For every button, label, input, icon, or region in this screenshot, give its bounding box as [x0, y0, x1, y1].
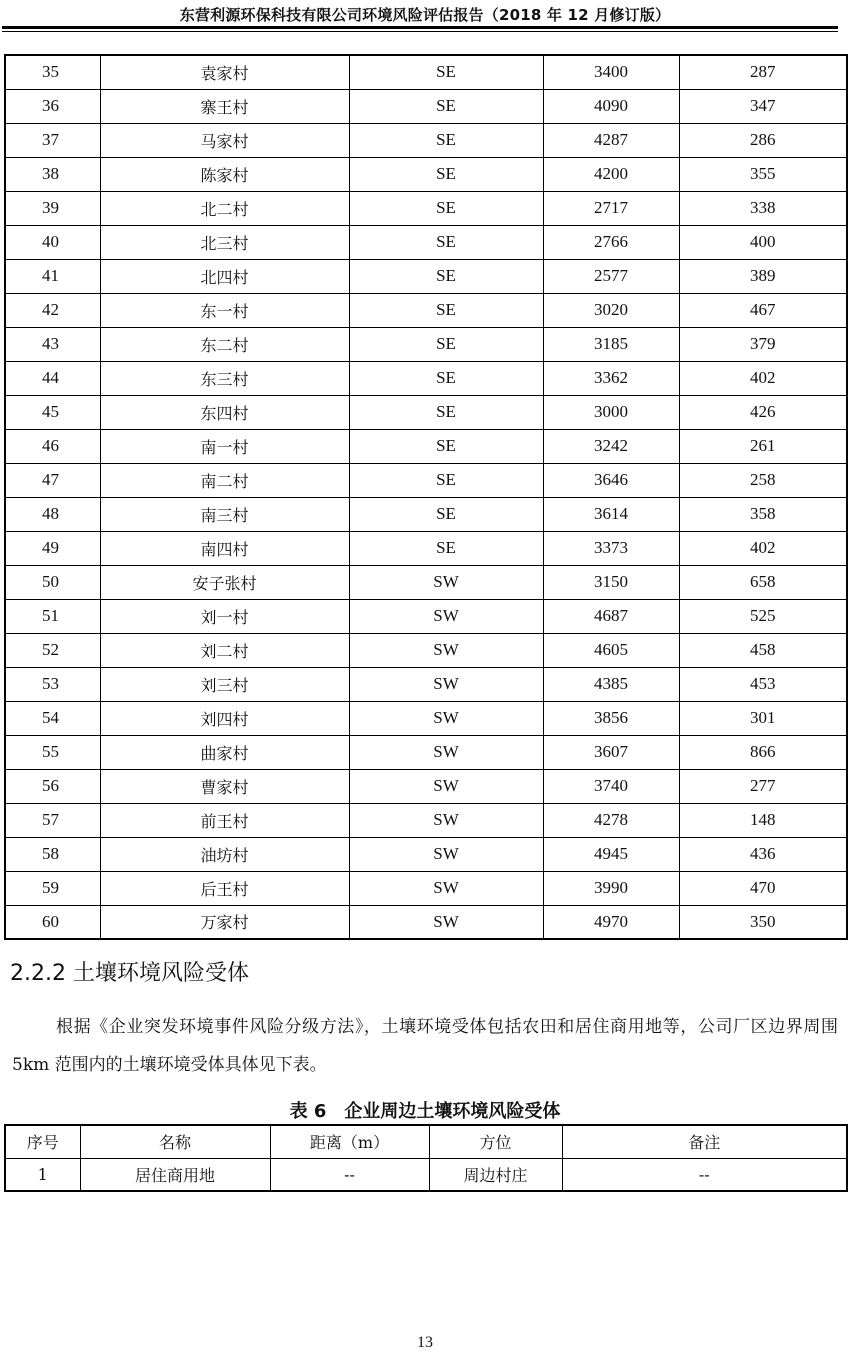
cell-direction: SW [349, 905, 543, 939]
cell-population: 355 [679, 157, 847, 191]
cell-distance: 2766 [543, 225, 679, 259]
cell-population: 379 [679, 327, 847, 361]
cell-remarks: -- [562, 1158, 847, 1191]
cell-index: 42 [5, 293, 100, 327]
cell-distance: 3242 [543, 429, 679, 463]
cell-population: 358 [679, 497, 847, 531]
cell-population: 301 [679, 701, 847, 735]
cell-index: 39 [5, 191, 100, 225]
cell-population: 436 [679, 837, 847, 871]
table-row [5, 667, 847, 701]
cell-population: 402 [679, 531, 847, 565]
cell-village-name: 后王村 [100, 871, 349, 905]
cell-direction: SW [349, 735, 543, 769]
cell-index: 54 [5, 701, 100, 735]
cell-distance: 4385 [543, 667, 679, 701]
cell-population: 286 [679, 123, 847, 157]
cell-direction: SE [349, 293, 543, 327]
cell-index: 1 [5, 1158, 80, 1191]
cell-village-name: 刘三村 [100, 667, 349, 701]
table-row [5, 395, 847, 429]
cell-population: 261 [679, 429, 847, 463]
cell-direction: SW [349, 803, 543, 837]
cell-direction: SE [349, 395, 543, 429]
table-row [5, 905, 847, 939]
cell-index: 52 [5, 633, 100, 667]
cell-distance: 4200 [543, 157, 679, 191]
cell-distance: 4970 [543, 905, 679, 939]
cell-village-name: 东一村 [100, 293, 349, 327]
table-row [5, 735, 847, 769]
table-row [5, 55, 847, 89]
table-row [5, 429, 847, 463]
header-cell-direction: 方位 [429, 1125, 562, 1158]
cell-distance: 4090 [543, 89, 679, 123]
cell-index: 56 [5, 769, 100, 803]
cell-population: 148 [679, 803, 847, 837]
table-row [5, 89, 847, 123]
cell-village-name: 刘二村 [100, 633, 349, 667]
cell-village-name: 寨王村 [100, 89, 349, 123]
cell-direction: SW [349, 837, 543, 871]
cell-direction: SW [349, 599, 543, 633]
table-row [5, 1158, 847, 1191]
cell-index: 37 [5, 123, 100, 157]
cell-direction: 周边村庄 [429, 1158, 562, 1191]
cell-village-name: 南四村 [100, 531, 349, 565]
cell-village-name: 东二村 [100, 327, 349, 361]
cell-distance: 2577 [543, 259, 679, 293]
table-row [5, 157, 847, 191]
cell-direction: SE [349, 259, 543, 293]
cell-village-name: 前王村 [100, 803, 349, 837]
page-header-title: 东营利源环保科技有限公司环境风险评估报告（2018 年 12 月修订版） [179, 6, 671, 24]
cell-direction: SE [349, 497, 543, 531]
table-row [5, 769, 847, 803]
cell-population: 402 [679, 361, 847, 395]
cell-distance: 4687 [543, 599, 679, 633]
cell-village-name: 东四村 [100, 395, 349, 429]
table-row [5, 701, 847, 735]
table-row [5, 599, 847, 633]
cell-distance: 3000 [543, 395, 679, 429]
cell-village-name: 南二村 [100, 463, 349, 497]
cell-population: 258 [679, 463, 847, 497]
cell-distance: 3614 [543, 497, 679, 531]
cell-index: 59 [5, 871, 100, 905]
section-heading: 2.2.2 土壤环境风险受体 [10, 961, 249, 986]
cell-direction: SW [349, 769, 543, 803]
cell-distance: 4287 [543, 123, 679, 157]
cell-village-name: 东三村 [100, 361, 349, 395]
table-row [5, 837, 847, 871]
cell-index: 35 [5, 55, 100, 89]
header-cell-remarks: 备注 [562, 1125, 847, 1158]
table-row [5, 871, 847, 905]
table-row [5, 361, 847, 395]
table-row [5, 497, 847, 531]
cell-village-name: 曲家村 [100, 735, 349, 769]
cell-direction: SE [349, 89, 543, 123]
section-paragraph: 根据《企业突发环境事件风险分级方法》，土壤环境受体包括农田和居住商用地等，公司厂区边界周围 5km 范围内的土壤环境受体具体见下表。 [12, 1017, 838, 1075]
cell-distance: 4945 [543, 837, 679, 871]
table-row [5, 803, 847, 837]
village-receptor-table [4, 54, 848, 940]
cell-direction: SW [349, 633, 543, 667]
cell-distance: 4278 [543, 803, 679, 837]
table-row [5, 191, 847, 225]
cell-direction: SE [349, 327, 543, 361]
cell-name: 居住商用地 [80, 1158, 270, 1191]
table-row [5, 531, 847, 565]
cell-distance: 3185 [543, 327, 679, 361]
cell-index: 46 [5, 429, 100, 463]
cell-village-name: 万家村 [100, 905, 349, 939]
cell-direction: SE [349, 123, 543, 157]
cell-direction: SW [349, 565, 543, 599]
table-row [5, 225, 847, 259]
cell-population: 467 [679, 293, 847, 327]
cell-village-name: 袁家村 [100, 55, 349, 89]
header-rule [2, 26, 838, 29]
cell-distance: 3607 [543, 735, 679, 769]
cell-population: 458 [679, 633, 847, 667]
cell-index: 48 [5, 497, 100, 531]
cell-village-name: 刘四村 [100, 701, 349, 735]
cell-direction: SE [349, 531, 543, 565]
table-row [5, 633, 847, 667]
cell-direction: SE [349, 361, 543, 395]
cell-index: 47 [5, 463, 100, 497]
cell-direction: SE [349, 157, 543, 191]
table-row [5, 259, 847, 293]
cell-village-name: 南三村 [100, 497, 349, 531]
cell-village-name: 北三村 [100, 225, 349, 259]
cell-index: 45 [5, 395, 100, 429]
cell-index: 51 [5, 599, 100, 633]
cell-village-name: 油坊村 [100, 837, 349, 871]
cell-index: 60 [5, 905, 100, 939]
cell-distance: 2717 [543, 191, 679, 225]
soil-receptor-table [4, 1124, 848, 1192]
header-cell-index: 序号 [5, 1125, 80, 1158]
cell-distance: 3646 [543, 463, 679, 497]
cell-index: 57 [5, 803, 100, 837]
cell-population: 658 [679, 565, 847, 599]
cell-population: 525 [679, 599, 847, 633]
cell-direction: SE [349, 55, 543, 89]
table-caption: 表 6 企业周边土壤环境风险受体 [289, 1101, 561, 1122]
cell-population: 350 [679, 905, 847, 939]
cell-village-name: 陈家村 [100, 157, 349, 191]
cell-distance: 4605 [543, 633, 679, 667]
header-rule-thin [2, 31, 838, 32]
cell-distance: 3990 [543, 871, 679, 905]
cell-village-name: 北四村 [100, 259, 349, 293]
cell-village-name: 安子张村 [100, 565, 349, 599]
cell-population: 400 [679, 225, 847, 259]
cell-index: 58 [5, 837, 100, 871]
table-row [5, 565, 847, 599]
cell-index: 43 [5, 327, 100, 361]
cell-village-name: 北二村 [100, 191, 349, 225]
cell-distance: 3400 [543, 55, 679, 89]
cell-population: 470 [679, 871, 847, 905]
cell-village-name: 刘一村 [100, 599, 349, 633]
cell-village-name: 马家村 [100, 123, 349, 157]
cell-direction: SW [349, 701, 543, 735]
cell-direction: SW [349, 871, 543, 905]
cell-direction: SE [349, 429, 543, 463]
cell-village-name: 曹家村 [100, 769, 349, 803]
cell-distance: 3856 [543, 701, 679, 735]
page-number: 13 [417, 1334, 433, 1351]
cell-distance: -- [270, 1158, 429, 1191]
cell-index: 53 [5, 667, 100, 701]
cell-population: 866 [679, 735, 847, 769]
cell-distance: 3020 [543, 293, 679, 327]
cell-distance: 3150 [543, 565, 679, 599]
cell-population: 277 [679, 769, 847, 803]
header-cell-distance: 距离（m） [270, 1125, 429, 1158]
header-cell-name: 名称 [80, 1125, 270, 1158]
cell-population: 453 [679, 667, 847, 701]
cell-index: 55 [5, 735, 100, 769]
cell-direction: SE [349, 191, 543, 225]
cell-index: 36 [5, 89, 100, 123]
cell-population: 287 [679, 55, 847, 89]
cell-index: 50 [5, 565, 100, 599]
cell-distance: 3362 [543, 361, 679, 395]
table-header-row [5, 1125, 847, 1158]
cell-direction: SE [349, 225, 543, 259]
cell-village-name: 南一村 [100, 429, 349, 463]
cell-population: 389 [679, 259, 847, 293]
cell-index: 41 [5, 259, 100, 293]
cell-distance: 3740 [543, 769, 679, 803]
table-row [5, 463, 847, 497]
cell-direction: SE [349, 463, 543, 497]
table-row [5, 327, 847, 361]
cell-distance: 3373 [543, 531, 679, 565]
cell-index: 38 [5, 157, 100, 191]
cell-population: 347 [679, 89, 847, 123]
cell-index: 40 [5, 225, 100, 259]
cell-index: 49 [5, 531, 100, 565]
cell-population: 426 [679, 395, 847, 429]
cell-direction: SW [349, 667, 543, 701]
cell-index: 44 [5, 361, 100, 395]
table-row [5, 293, 847, 327]
cell-population: 338 [679, 191, 847, 225]
table-row [5, 123, 847, 157]
